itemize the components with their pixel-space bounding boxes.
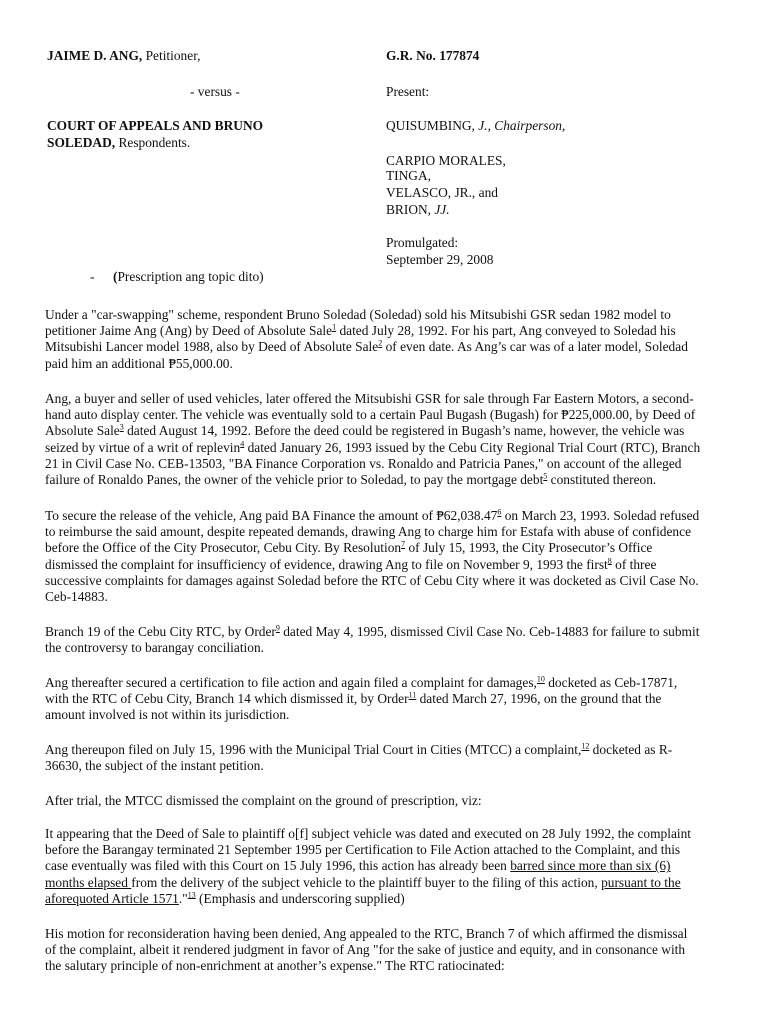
member-1: CARPIO MORALES, [386, 153, 506, 168]
promulgated-date: September 29, 2008 [386, 252, 494, 267]
respondent-name-2: SOLEDAD, [47, 135, 116, 150]
p9-line-3: the salutary principle of non-enrichment at another’s expense." The RTC ratiocinated: [45, 958, 505, 974]
p1-line-2: petitioner Jaime Ang (Ang) by Deed of Absolute Sale$^1$ dated July 28, 1992. For his part, Ang conveyed to Soledad his [45, 322, 676, 339]
paragraph-2 [45, 391, 735, 488]
p1-line-1: Under a "car-swapping" scheme, respondent Bruno Soledad (Soledad) sold his Mitsubishi GSR sedan 1982 model to [45, 307, 671, 322]
member-3: VELASCO, JR., and [386, 185, 498, 200]
p9-line-2: of the complaint, albeit it rendered judgment in favor of Ang "for the sake of justice and equity, and in consonance with [45, 942, 686, 958]
paragraph-7 [45, 793, 735, 809]
p2-line-6: failure of Ronaldo Panes, the owner of the vehicle prior to Soledad, to pay the mortgage debt$^5$ constituted thereon. [45, 471, 657, 488]
p3-line-2: to reimburse the said amount, despite repeated demands, drawing Ang to charge him for Estafa with abuse of confidence [45, 524, 692, 540]
p3-line-6: Ceb-14883. [45, 589, 108, 605]
p5-line-1: Ang thereafter secured a certification to file action and again filed a complaint for damages,$^{10}$ docketed as Ceb-17871, [45, 674, 678, 690]
footnote-ref[interactable]: 8 [607, 556, 612, 566]
versus-label: - versus - [190, 84, 240, 99]
p8-line-2: before the Barangay terminated 21 September 1995 per Certification to File Action attached to the Complaint, and this [45, 842, 681, 858]
member-4 [386, 202, 450, 217]
topic-note [113, 269, 264, 284]
p3-line-3: before the Office of the City Prosecutor, Cebu City. By Resolution$^7$ of July 15, 1993, the City Prosecutor’s Office [45, 539, 653, 556]
p7-line-1: After trial, the MTCC dismissed the complaint on the ground of prescription, viz: [45, 793, 482, 808]
present-label: Present: [386, 84, 430, 99]
gr-number: G.R. No. 177874 [386, 48, 480, 63]
p2-line-4: seized by virtue of a writ of replevin$^4$ dated January 26, 1993 issued by the Cebu City Regional Trial Court (RTC), Branch [45, 439, 701, 455]
p2-line-1: Ang, a buyer and seller of used vehicles, later offered the Mitsubishi GSR for sale through Far Eastern Motors, a second- [45, 391, 694, 406]
footnote-ref[interactable]: 7 [401, 539, 406, 549]
member-2: TINGA, [386, 168, 431, 183]
topic-open-paren: ( [113, 269, 118, 284]
paragraph-5 [45, 675, 735, 724]
member-4-jj: JJ. [434, 202, 450, 217]
p6-line-1: Ang thereupon filed on July 15, 1996 with the Municipal Trial Court in Cities (MTCC) a complaint,$^{12}$ docketed as R- [45, 741, 673, 757]
footnote-ref[interactable]: 4 [240, 439, 245, 449]
p8-line-1: It appearing that the Deed of Sale to plaintiff o[f] subject vehicle was dated and executed on 28 July 1992, the complaint [45, 826, 692, 841]
paragraph-9 [45, 926, 735, 975]
chairperson-line [386, 118, 565, 133]
p8-line-5: aforequoted Article 1571."$^{13}$ (Emphasis and underscoring supplied) [45, 890, 405, 906]
p8-line-4: months elapsed from the delivery of the subject vehicle to the plaintiff buyer to the filing of this action, pursuant to the [45, 874, 681, 890]
footnote-ref[interactable]: 9 [275, 623, 280, 633]
petitioner-role: Petitioner, [142, 48, 201, 63]
chair-name: QUISUMBING, [386, 118, 479, 133]
p4-line-1: Branch 19 of the Cebu City RTC, by Order$^9$ dated May 4, 1995, dismissed Civil Case No. Ceb-14883 for failure to submit [45, 623, 700, 639]
p1-line-3: Mitsubishi Lancer model 1988, also by Deed of Absolute Sale$^2$ of even date. As Ang’s car was of a later model, Soledad [45, 338, 688, 355]
paragraph-4 [45, 624, 735, 656]
p3-line-4: dismissed the complaint for insufficiency of evidence, drawing Ang to file on November 9, 1993 the first$^8$ of three [45, 556, 657, 572]
paragraph-1 [45, 307, 735, 372]
footnote-ref[interactable]: 6 [497, 507, 502, 517]
petitioner-line [47, 48, 200, 63]
member-4-name: BRION, [386, 202, 435, 217]
promulgated-label: Promulgated: [386, 235, 459, 250]
footnote-ref[interactable]: 10 [536, 674, 545, 684]
footnote-ref[interactable]: 13 [187, 890, 196, 900]
p2-line-2: hand auto display center. The vehicle was eventually sold to a certain Paul Bugash (Bugash) for ₱225,000.00, by Deed of [45, 407, 696, 423]
p4-line-2: the controversy to barangay conciliation. [45, 640, 265, 656]
petitioner-name: JAIME D. ANG, [47, 48, 143, 63]
topic-dash: - [90, 269, 95, 284]
p8-line-3: case eventually was filed with this Court on 15 July 1996, this action has already been barred since more than six (6) [45, 858, 671, 874]
p2-line-3: Absolute Sale$^3$ dated August 14, 1992. Before the deed could be registered in Bugash’s name, however, the vehicle was [45, 422, 685, 439]
chair-j: J. [478, 118, 488, 133]
respondent-line-2 [47, 135, 190, 150]
p1-line-4: paid him an additional ₱55,000.00. [45, 355, 233, 371]
footnote-ref[interactable]: 3 [119, 422, 124, 432]
paragraph-3 [45, 508, 735, 605]
p5-line-2: with the RTC of Cebu City, Branch 14 which dismissed it, by Order$^{11}$ dated March 27, 1996, on the ground that the [45, 690, 662, 707]
p3-line-1: To secure the release of the vehicle, Ang paid BA Finance the amount of ₱62,038.47$^6$ on March 23, 1993. Soledad refused [45, 507, 700, 523]
p5-line-3: amount involved is not within its jurisdiction. [45, 707, 290, 723]
chair-role: Chairperson, [494, 118, 566, 133]
topic-text: Prescription ang topic dito) [117, 269, 264, 284]
respondent-role: Respondents. [115, 135, 191, 150]
footnote-ref[interactable]: 12 [581, 741, 590, 751]
paragraph-6 [45, 742, 735, 774]
p6-line-2: 36630, the subject of the instant petition. [45, 758, 264, 774]
paragraph-8-quote [45, 826, 735, 907]
p9-line-1: His motion for reconsideration having been denied, Ang appealed to the RTC, Branch 7 of which affirmed the dismissal [45, 926, 688, 941]
respondent-name: COURT OF APPEALS AND BRUNO [47, 118, 264, 133]
footnote-ref[interactable]: 11 [408, 690, 417, 700]
footnote-ref[interactable]: 1 [332, 322, 337, 332]
chair-sep: , [487, 118, 495, 133]
p2-line-5: 21 in Civil Case No. CEB-13503, "BA Finance Corporation vs. Ronaldo and Patricia Panes," on account of the alleged [45, 455, 682, 471]
footnote-ref[interactable]: 5 [543, 471, 548, 481]
p3-line-5: successive complaints for damages against Soledad before the RTC of Cebu City where it was docketed as Civil Case No. [45, 572, 699, 588]
footnote-ref[interactable]: 2 [378, 338, 383, 348]
